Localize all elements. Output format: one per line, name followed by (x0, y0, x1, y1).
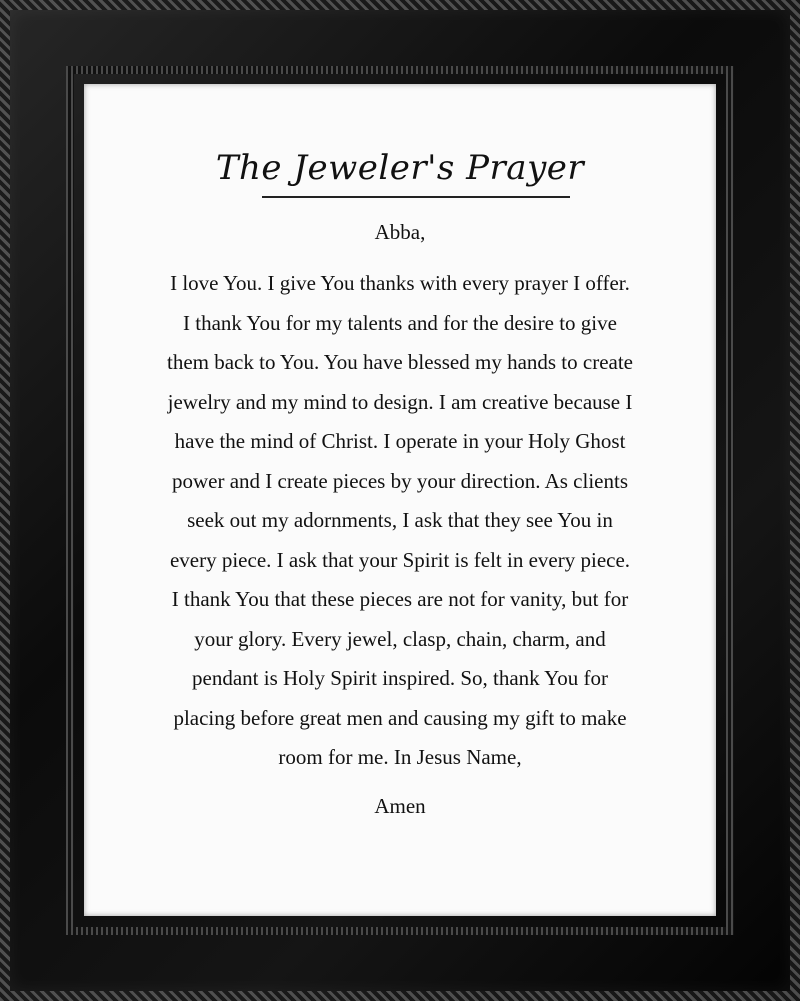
prayer-body (124, 214, 676, 824)
prayer-line: seek out my adornments, I ask that they see You in (187, 508, 613, 532)
prayer-line: jewelry and my mind to design. I am creative because I (167, 389, 633, 414)
prayer-line: every piece. I ask that your Spirit is felt in every piece. (169, 547, 631, 572)
prayer-line: power and I create pieces by your direction. As clients (171, 468, 628, 493)
closing: Amen (374, 793, 426, 818)
prayer-line: room for me. In Jesus Name, (278, 745, 522, 769)
prayer-title: The Jeweler's Prayer (215, 148, 585, 188)
prayer-line: I love You. I give You thanks with every prayer I offer. (170, 271, 630, 295)
prayer-line: placing before great men and causing my gift to make (173, 705, 627, 730)
prayer-line: I thank You that these pieces are not for vanity, but for (171, 587, 629, 611)
prayer-line: them back to You. You have blessed my hands to create (166, 350, 634, 374)
prayer-line: I thank You for my talents and for the desire to give (183, 310, 617, 335)
prayer-line: your glory. Every jewel, clasp, chain, charm, and (194, 626, 606, 651)
prayer-line: pendant is Holy Spirit inspired. So, thank You for (192, 666, 608, 690)
prayer-mat (84, 84, 716, 916)
prayer-line: have the mind of Christ. I operate in your Holy Ghost (174, 429, 626, 453)
salutation: Abba, (374, 220, 426, 244)
title-underline (262, 196, 570, 198)
